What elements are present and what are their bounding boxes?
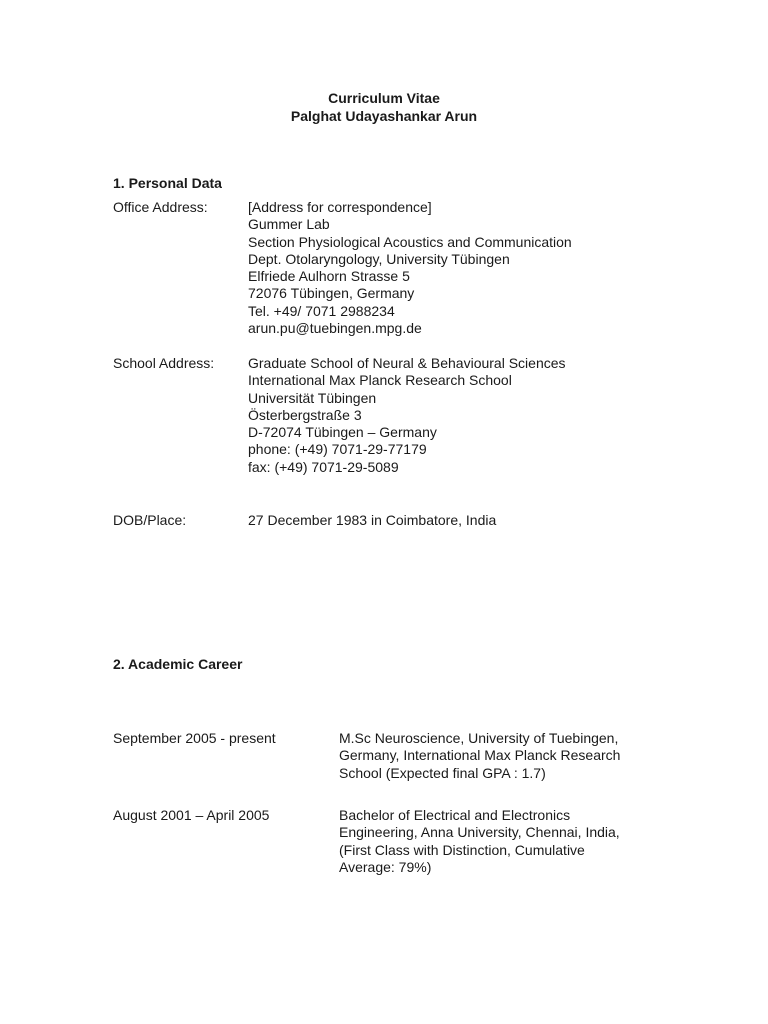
school-address-line: Graduate School of Neural & Behavioural Sciences [248, 355, 566, 371]
office-phone: Tel. +49/ 7071 2988234 [248, 302, 395, 319]
dob-text: 27 December 1983 in Coimbatore, India [248, 512, 497, 528]
career-description [339, 730, 669, 782]
office-email: arun.pu@tuebingen.mpg.de [248, 320, 422, 337]
dob-label: DOB/Place: [113, 512, 187, 528]
office-address-line: Elfriede Aulhorn Strasse 5 [248, 268, 410, 285]
school-address-line: D-72074 Tübingen – Germany [248, 424, 437, 441]
office-address-value [248, 199, 572, 337]
office-address-label: Office Address: [113, 199, 208, 215]
office-address-line: Section Physiological Acoustics and Communication [248, 233, 572, 250]
school-address-line: Österbergstraße 3 [248, 406, 362, 423]
section-heading-academic-career: 2. Academic Career [113, 656, 243, 672]
office-address-line: 72076 Tübingen, Germany [248, 285, 415, 302]
document-title: Curriculum Vitae [328, 90, 440, 106]
office-address-line: Gummer Lab [248, 216, 330, 233]
school-address-line: International Max Planck Research School [248, 372, 512, 389]
school-phone: phone: (+49) 7071-29-77179 [248, 441, 427, 458]
career-description-line: School (Expected final GPA : 1.7) [339, 764, 546, 781]
career-description-line: M.Sc Neuroscience, University of Tuebingen, [339, 730, 619, 746]
career-description-line: Germany, International Max Planck Research [339, 747, 621, 764]
career-period: September 2005 - present [113, 730, 276, 746]
person-name: Palghat Udayashankar Arun [290, 108, 478, 124]
dob-value [248, 512, 496, 529]
document-title-block [0, 89, 768, 125]
office-address-line: [Address for correspondence] [248, 199, 432, 215]
school-fax: fax: (+49) 7071-29-5089 [248, 458, 399, 475]
office-address-line: Dept. Otolaryngology, University Tübingen [248, 250, 510, 267]
career-description-line: Bachelor of Electrical and Electronics [339, 807, 571, 823]
career-description-line: (First Class with Distinction, Cumulative [339, 841, 585, 858]
section-heading-personal-data: 1. Personal Data [113, 175, 222, 191]
career-description [339, 807, 669, 876]
school-address-label: School Address: [113, 355, 215, 371]
career-period: August 2001 – April 2005 [113, 807, 270, 823]
career-description-line: Average: 79%) [339, 858, 432, 875]
career-description-line: Engineering, Anna University, Chennai, India, [339, 824, 620, 841]
school-address-line: Universität Tübingen [248, 389, 377, 406]
school-address-value [248, 355, 566, 476]
